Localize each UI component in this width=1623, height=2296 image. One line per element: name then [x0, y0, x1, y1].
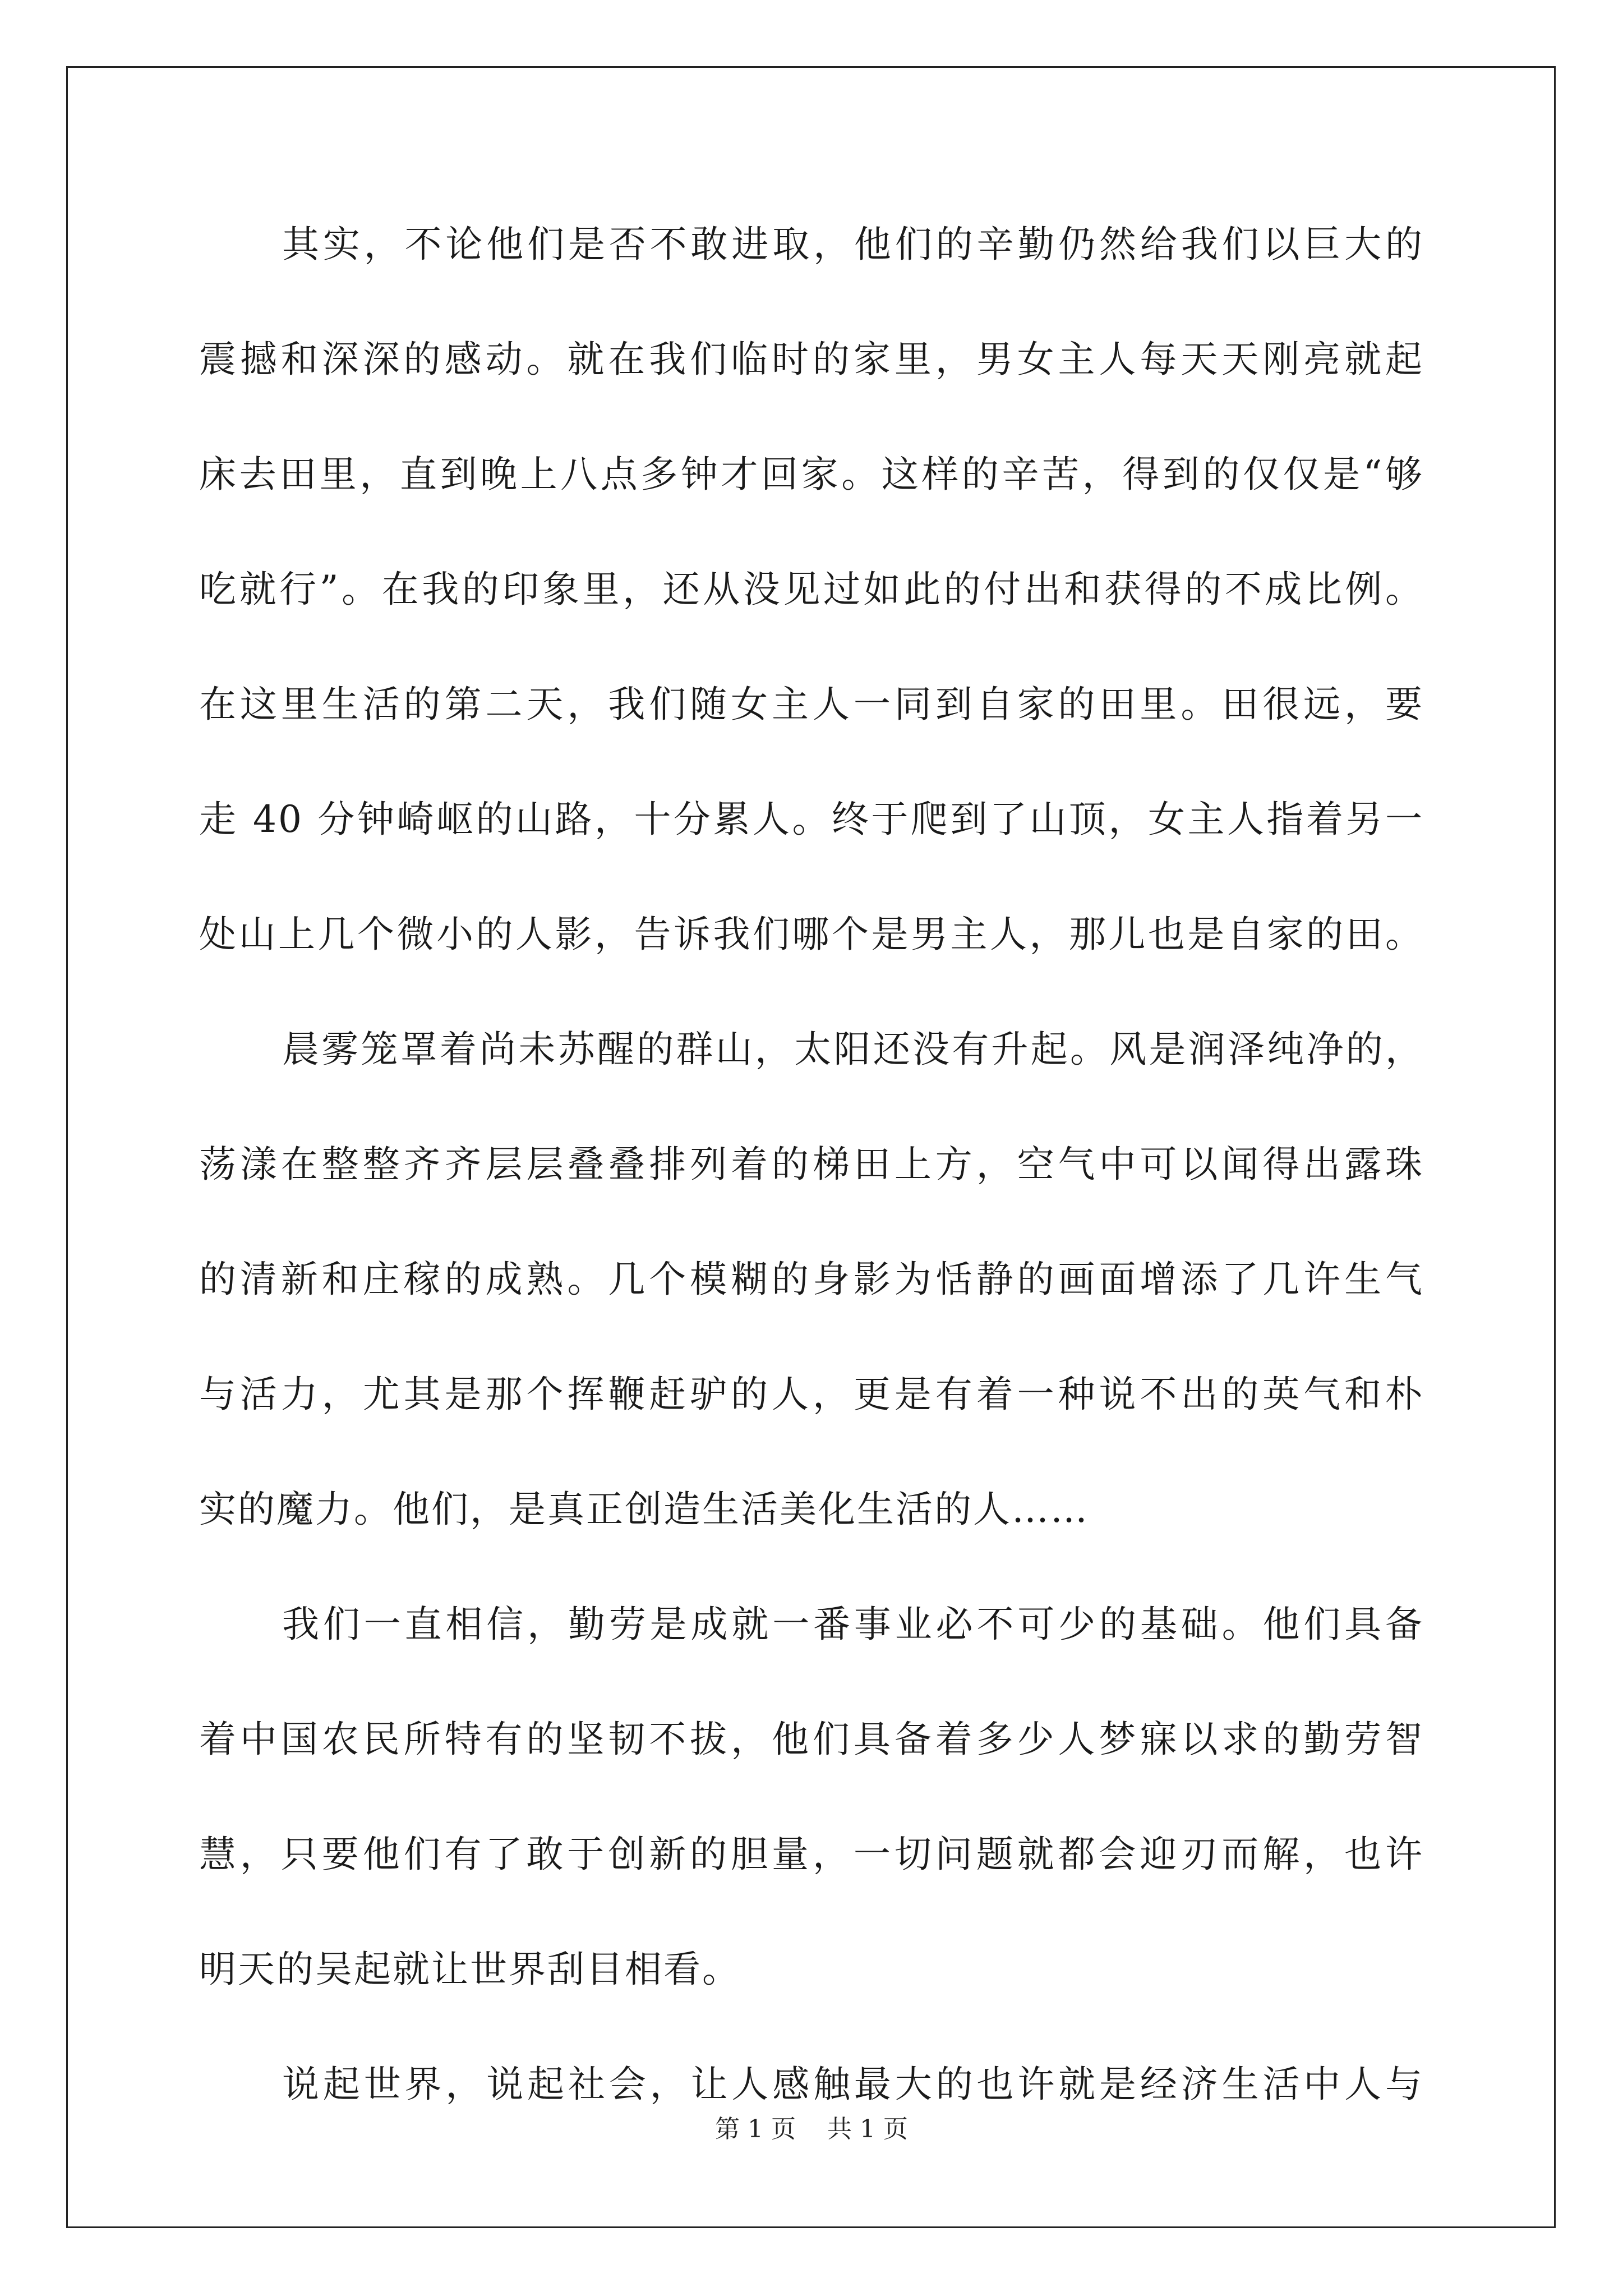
text-line: 实的魔力。他们，是真正创造生活美化生活的人…… — [199, 1488, 1089, 1531]
text-line: 明天的吴起就让世界刮目相看。 — [199, 1948, 741, 1991]
text-line: 震撼和深深的感动。就在我们临时的家里，男女主人每天天刚亮就起 — [199, 338, 1424, 381]
page-number: 第 1 页 共 1 页 — [715, 2115, 908, 2143]
document-body — [199, 222, 1424, 2177]
text-line: 的清新和庄稼的成熟。几个模糊的身影为恬静的画面增添了几许生气 — [199, 1258, 1424, 1301]
text-line: 晨雾笼罩着尚未苏醒的群山，太阳还没有升起。风是润泽纯净的， — [282, 1028, 1424, 1071]
text-line: 说起世界，说起社会，让人感触最大的也许就是经济生活中人与 — [282, 2063, 1424, 2106]
text-line: 荡漾在整整齐齐层层叠叠排列着的梯田上方，空气中可以闻得出露珠 — [199, 1143, 1424, 1186]
text-line: 床去田里，直到晚上八点多钟才回家。这样的辛苦，得到的仅仅是“够 — [199, 453, 1424, 496]
text-line: 在这里生活的第二天，我们随女主人一同到自家的田里。田很远，要 — [199, 683, 1424, 726]
text-line: 走 40 分钟崎岖的山路，十分累人。终于爬到了山顶，女主人指着另一 — [199, 798, 1424, 841]
text-line: 其实，不论他们是否不敢进取，他们的辛勤仍然给我们以巨大的 — [282, 223, 1424, 266]
text-line: 吃就行”。在我的印象里，还从没见过如此的付出和获得的不成比例。 — [199, 568, 1424, 611]
text-line: 处山上几个微小的人影，告诉我们哪个是男主人，那儿也是自家的田。 — [199, 913, 1424, 956]
text-line: 我们一直相信，勤劳是成就一番事业必不可少的基础。他们具备 — [282, 1603, 1424, 1646]
text-line: 着中国农民所特有的坚韧不拔，他们具备着多少人梦寐以求的勤劳智 — [199, 1718, 1424, 1761]
text-line: 与活力，尤其是那个挥鞭赶驴的人，更是有着一种说不出的英气和朴 — [199, 1373, 1424, 1416]
text-line: 慧，只要他们有了敢于创新的胆量，一切问题就都会迎刃而解，也许 — [199, 1833, 1424, 1876]
